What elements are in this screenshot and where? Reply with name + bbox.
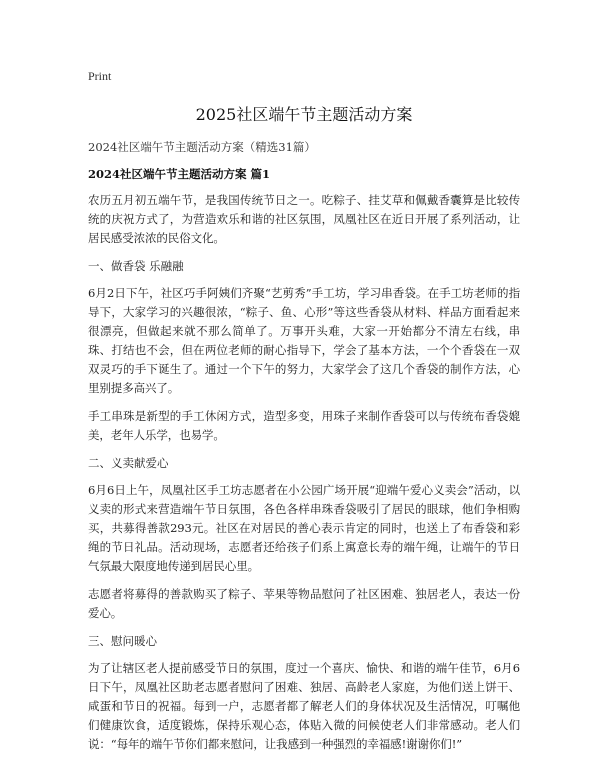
part2-paragraph-1: 6月6日上午，凤凰社区手工坊志愿者在小公园广场开展“迎端午爱心义卖会”活动，以义卖的形式来营造端午节日氛围，各色各样串珠香袋吸引了居民的眼球，他们争相购买，共募得善款293元。社区在对居民的善心表示肯定的同时，也送上了布香袋和彩绳的节日礼品。活动现场，志愿者还给孩子们系上寓意长寿的端午绳，让端午的节日气氛最大限度地传递到居民心里。 <box>88 483 520 573</box>
intro-paragraph: 农历五月初五端午节，是我国传统节日之一。吃粽子、挂艾草和佩戴香囊算是比较传统的庆祝方式了，为营造欢乐和谐的社区氛围，凤凰社区在近日开展了系列活动，让居民感受浓浓的民俗文化。 <box>88 193 520 245</box>
part1-paragraph-1: 6月2日下午，社区巧手阿姨们齐聚“艺剪秀”手工坊，学习串香袋。在手工坊老师的指导下，大家学习的兴趣很浓，“粽子、鱼、心形”等这些香袋从材料、样品方面看起来很漂亮，但做起来就不那么简单了。万事开头难，大家一开始都分不清左右线，串珠、打结也不会，但在两位老师的耐心指导下，学会了基本方法，一个个香袋在一双双灵巧的手下诞生了。通过一个下午的努力，大家学会了这几个香袋的制作方法，心里别提多高兴了。 <box>88 286 520 395</box>
part2-paragraph-2: 志愿者将募得的善款购买了粽子、苹果等物品慰问了社区困难、独居老人，表达一份爱心。 <box>88 587 520 620</box>
document-subtitle: 2024社区端午节主题活动方案（精选31篇） <box>88 140 316 154</box>
section-heading: 2024社区端午节主题活动方案 篇1 <box>88 167 271 181</box>
part1-heading: 一、做香袋 乐融融 <box>88 259 184 273</box>
part3-paragraph-1: 为了让辖区老人提前感受节日的氛围，度过一个喜庆、愉快、和谐的端午佳节，6月6日下午，凤凰社区助老志愿者慰问了困难、独居、高龄老人家庭，为他们送上饼干、咸蛋和节日的祝福。每到一户，志愿者都了解老人们的身体状况及生活情况，叮嘱他们健康饮食，适度锻炼，保持乐观心态，体贴入微的问候使老人们非常感动。老人们说：“每年的端午节你们都来慰问，让我感到一种强烈的幸福感!谢谢你们!” <box>88 661 520 751</box>
part2-heading: 二、义卖献爱心 <box>88 456 169 470</box>
part1-paragraph-2: 手工串珠是新型的手工休闲方式，造型多变，用珠子来制作香袋可以与传统布香袋媲美，老年人乐学，也易学。 <box>88 409 520 442</box>
page-title: 2025社区端午节主题活动方案 <box>195 105 413 124</box>
document-page <box>88 68 520 754</box>
part3-heading: 三、慰问暖心 <box>88 634 157 648</box>
print-link[interactable]: Print <box>88 69 112 83</box>
